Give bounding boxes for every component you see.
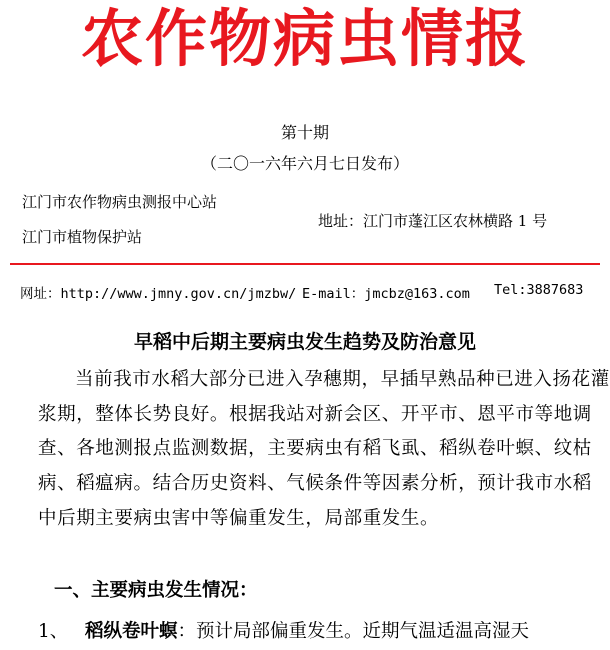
item-number: 1、 — [38, 621, 69, 642]
header-divider — [10, 263, 600, 265]
telephone: Tel:3887683 — [494, 282, 584, 298]
email-link[interactable]: E-mail：jmcbz@163.com — [302, 286, 470, 302]
article-title: 早稻中后期主要病虫发生趋势及防治意见 — [133, 331, 476, 353]
article-body — [38, 363, 610, 537]
org-name-1: 江门市农作物病虫测报中心站 — [22, 193, 218, 211]
website-link[interactable]: 网址：http://www.jmny.gov.cn/jmzbw/ — [20, 286, 297, 302]
address: 地址：江门市蓬江区农林横路 1 号 — [318, 212, 548, 230]
intro-paragraph: 当前我市水稻大部分已进入孕穗期，早插早熟品种已进入扬花灌浆期，整体长势良好。根据我站对新会区、开平市、恩平市等地调查、各地测报点监测数据，主要病虫有稻飞虱、稻纵卷叶螟、纹枯病、稻瘟病。结合历史资料、气候条件等因素分析，预计我市水稻中后期主要病虫害中等偏重发生，局部重发生。 — [38, 369, 610, 529]
section-heading: 一、主要病虫发生情况： — [54, 580, 258, 601]
pest-name: 稻纵卷叶螟 — [85, 621, 178, 642]
masthead-title: 农作物病虫情报 — [80, 2, 529, 75]
item-text: ：预计局部偏重发生。近期气温适温高湿天 — [177, 621, 530, 642]
org-name-2: 江门市植物保护站 — [22, 228, 143, 246]
issue-number: 第十期 — [280, 123, 329, 142]
publish-date: （二〇一六年六月七日发布） — [200, 154, 409, 173]
list-item — [38, 617, 529, 643]
